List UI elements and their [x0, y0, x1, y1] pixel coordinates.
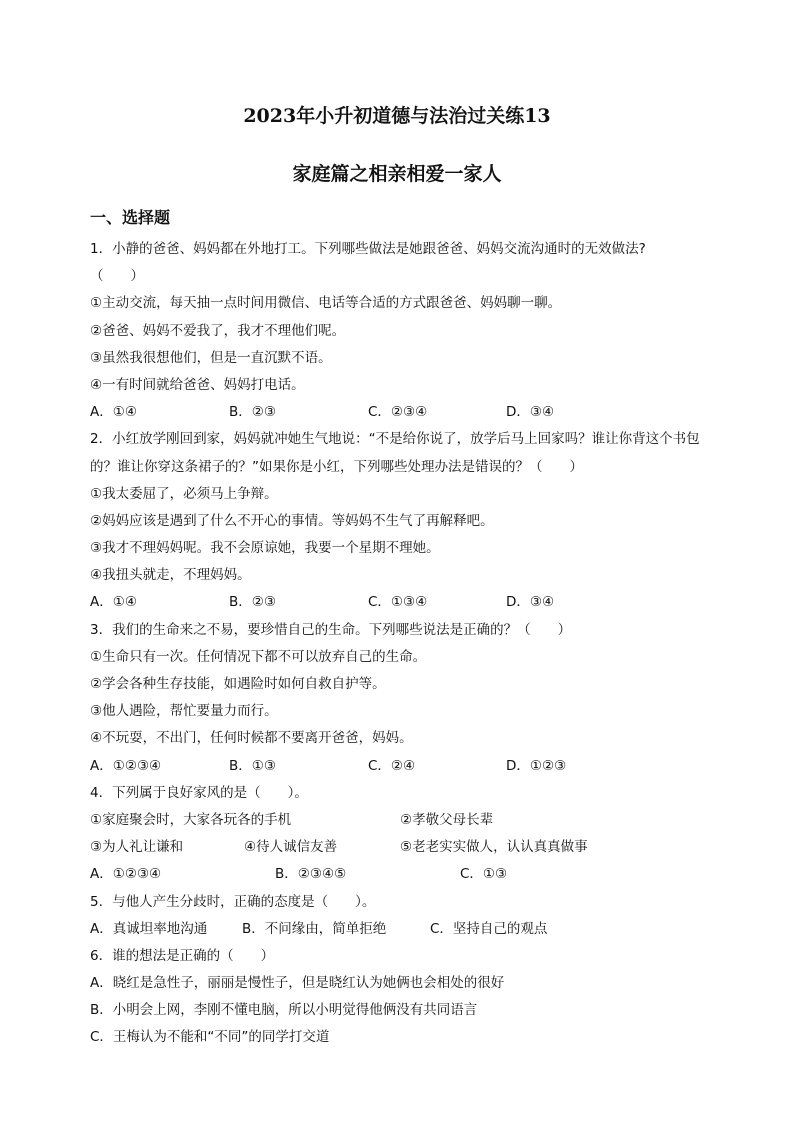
option-c[interactable]: C．①③: [460, 866, 508, 883]
option-d[interactable]: D．①②③: [506, 757, 567, 774]
page-subtitle: 家庭篇之相亲相爱一家人: [292, 163, 502, 185]
statement-item: ③为人礼让谦和: [90, 839, 184, 856]
answer-options: [90, 589, 715, 616]
option-a[interactable]: A．晓红是急性子，丽丽是慢性子，但是晓红认为她俩也会相处的很好: [90, 975, 505, 992]
option-c[interactable]: C．②③④: [368, 404, 428, 421]
section-heading: 一、选择题: [90, 208, 171, 227]
question-stem: 1．小静的爸爸、妈妈都在外地打工。下列哪些做法是她跟爸爸、妈妈交流沟通时的无效做法?: [90, 241, 646, 257]
question-stem: 3．我们的生命来之不易，要珍惜自己的生命。下列哪些说法是正确的？（ ）: [90, 621, 572, 638]
statement-item: ③他人遇险，帮忙要量力而行。: [90, 703, 278, 720]
statement-item: ⑤老老实实做人，认认真真做事: [400, 839, 588, 856]
statement-item: ①家庭聚会时，大家各玩各的手机: [90, 811, 292, 828]
statement-item: ①我太委屈了，必须马上争辩。: [90, 485, 278, 502]
answer-options: [90, 861, 715, 888]
question-stem: 2．小红放学刚回到家，妈妈就冲她生气地说：“不是给你说了，放学后马上回家吗？谁让你背这个书包的？谁让你穿这条裙子的？”如果你是小红，下列哪些处理办法是错误的？（ ）: [90, 431, 700, 475]
option-a[interactable]: A．①④: [90, 404, 137, 421]
statement-item: ④一有时间就给爸爸、妈妈打电话。: [90, 376, 305, 393]
option-a[interactable]: A．①②③④: [90, 757, 162, 774]
option-b[interactable]: B．②③④⑤: [275, 866, 347, 883]
question-1: [90, 236, 715, 426]
option-b[interactable]: B．不问缘由，简单拒绝: [242, 920, 387, 937]
statement-row: [90, 834, 715, 861]
option-c[interactable]: C．①③④: [368, 594, 428, 611]
option-c[interactable]: C．王梅认为不能和“不同”的同学打交道: [90, 1029, 330, 1046]
question-2: [90, 426, 715, 616]
question-3: [90, 617, 715, 780]
question-stem: 5．与他人产生分歧时，正确的态度是（ ）。: [90, 893, 376, 910]
question-stem: 6．谁的想法是正确的（ ）: [90, 947, 275, 964]
option-a[interactable]: A．①④: [90, 594, 137, 611]
option-b[interactable]: B．②③: [229, 404, 276, 421]
question-6: [90, 943, 715, 1052]
statement-item: ②爸爸、妈妈不爱我了，我才不理他们呢。: [90, 322, 346, 339]
statement-item: ④我扭头就走，不理妈妈。: [90, 567, 251, 584]
statement-item: ②妈妈应该是遇到了什么不开心的事情。等妈妈不生气了再解释吧。: [90, 512, 494, 529]
answer-options: [90, 916, 715, 943]
question-stem: 4．下列属于良好家风的是（ ）。: [90, 784, 308, 801]
question-4: [90, 780, 715, 889]
statement-item: ③我才不理妈妈呢。我不会原谅她，我要一个星期不理她。: [90, 540, 440, 557]
statement-row: [90, 807, 715, 834]
option-b[interactable]: B．②③: [229, 594, 276, 611]
option-a[interactable]: A．①②③④: [90, 866, 162, 883]
option-d[interactable]: D．③④: [506, 404, 555, 421]
option-b[interactable]: B．小明会上网，李刚不懂电脑，所以小明觉得他俩没有共同语言: [90, 1002, 478, 1019]
answer-options: [90, 399, 715, 426]
option-c[interactable]: C．坚持自己的观点: [430, 920, 548, 937]
question-5: [90, 889, 715, 943]
option-a[interactable]: A．真诚坦率地沟通: [90, 920, 208, 937]
statement-item: ①主动交流，每天抽一点时间用微信、电话等合适的方式跟爸爸、妈妈聊一聊。: [90, 295, 562, 312]
option-d[interactable]: D．③④: [506, 594, 555, 611]
question-list: [90, 236, 715, 1052]
statement-item: ④不玩耍，不出门，任何时候都不要离开爸爸，妈妈。: [90, 730, 413, 747]
statement-item: ③虽然我很想他们，但是一直沉默不语。: [90, 349, 332, 366]
answer-options: [90, 753, 715, 780]
statement-item: ②学会各种生存技能，如遇险时如何自救自护等。: [90, 676, 386, 693]
answer-paren: （ ）: [90, 268, 144, 285]
option-c[interactable]: C．②④: [368, 757, 416, 774]
statement-item: ②孝敬父母长辈: [400, 811, 494, 828]
option-b[interactable]: B．①③: [229, 757, 276, 774]
statement-item: ①生命只有一次。任何情况下都不可以放弃自己的生命。: [90, 648, 427, 665]
statement-item: ④待人诚信友善: [244, 839, 338, 856]
page-title: 2023年小升初道德与法治过关练13: [243, 105, 551, 127]
